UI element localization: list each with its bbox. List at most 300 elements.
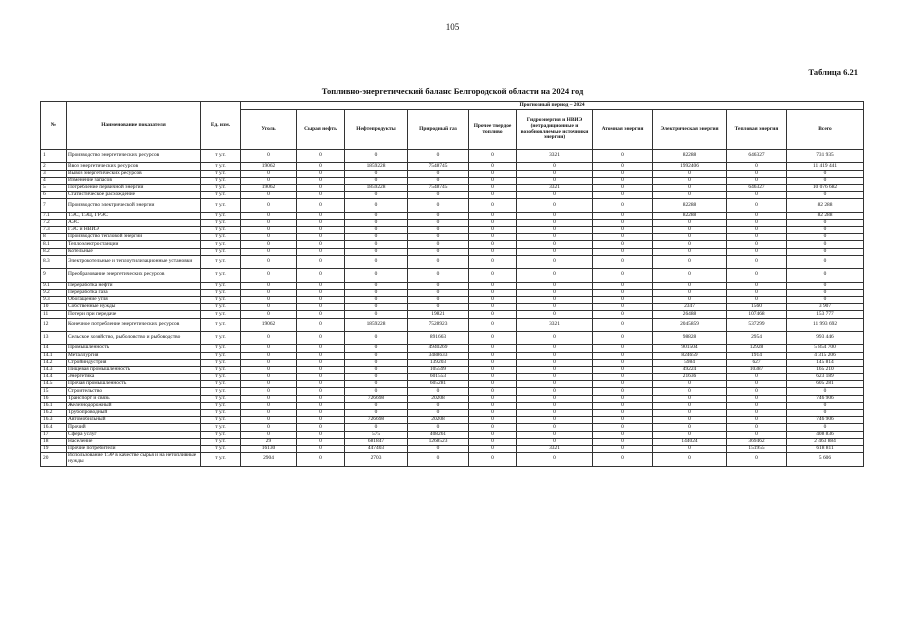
row-value: 0 [469,150,517,163]
row-value: 0 [653,402,727,409]
row-value: 0 [345,345,408,352]
row-name: ТЭС, ТЭЦ, ГРЭС [67,212,201,219]
row-value: 0 [241,352,297,359]
row-name: Прочая промышленность [67,381,201,388]
row-value: 0 [345,352,408,359]
row-value: 575 [345,431,408,438]
row-number: 14.2 [41,359,67,366]
row-unit: т у.т. [201,366,241,373]
row-value: 0 [345,311,408,318]
row-number: 9.1 [41,282,67,289]
row-value: 0 [517,219,593,226]
row-value: 139203 [408,359,469,366]
table-row [41,366,864,373]
row-value: 0 [297,431,345,438]
row-value: 0 [408,269,469,282]
row-value: 144024 [653,438,727,445]
row-value: 0 [517,402,593,409]
row-unit: т у.т. [201,388,241,395]
row-value: 0 [517,417,593,424]
row-value: 0 [345,234,408,241]
row-value: 7548745 [408,163,469,170]
row-value: 0 [469,192,517,199]
row-value: 0 [787,402,864,409]
row-name: Трубопроводный [67,410,201,417]
row-value: 369462 [727,438,787,445]
row-value: 0 [469,438,517,445]
row-value: 408 836 [787,431,864,438]
row-value: 0 [345,331,408,344]
row-value: 0 [345,192,408,199]
row-value: 0 [517,170,593,177]
row-value: 0 [727,424,787,431]
row-unit: т у.т. [201,374,241,381]
row-value: 0 [727,269,787,282]
row-value: 0 [241,395,297,402]
row-value: 0 [345,304,408,311]
row-number: 2 [41,163,67,170]
row-value: 0 [469,445,517,452]
row-value: 98828 [653,331,727,344]
row-value: 0 [517,241,593,248]
row-number: 14.1 [41,352,67,359]
row-value: 0 [727,212,787,219]
row-value: 0 [241,255,297,268]
header-col-total: Всего [787,110,864,150]
row-value: 0 [727,374,787,381]
row-value: 0 [469,219,517,226]
row-value: 0 [345,359,408,366]
row-name: Сельское хозяйство, рыболовство и рыбоводство [67,331,201,344]
header-col-crude-oil: Сырая нефть [297,110,345,150]
row-value: 0 [297,184,345,191]
row-value: 0 [517,331,593,344]
row-number: 10 [41,304,67,311]
row-value: 0 [241,170,297,177]
row-value: 0 [469,388,517,395]
row-value: 0 [241,227,297,234]
row-value: 0 [241,212,297,219]
row-value: 0 [517,388,593,395]
table-row [41,453,864,466]
row-value: 1859228 [345,318,408,331]
row-value: 0 [727,170,787,177]
row-value: 731 935 [787,150,864,163]
row-value: 0 [517,424,593,431]
row-value: 0 [517,269,593,282]
row-value: 0 [517,352,593,359]
table-row [41,359,864,366]
row-value: 0 [408,453,469,466]
row-value: 0 [297,227,345,234]
row-value: 0 [593,177,653,184]
row-number: 8.3 [41,255,67,268]
row-value: 0 [653,219,727,226]
row-value: 0 [517,395,593,402]
row-value: 0 [727,289,787,296]
row-name: Стройиндустрия [67,359,201,366]
row-value: 0 [517,248,593,255]
row-name: Ввоз энергетических ресурсов [67,163,201,170]
row-value: 0 [593,212,653,219]
row-value: 0 [727,199,787,212]
row-value: 0 [297,212,345,219]
row-value: 82288 [653,212,727,219]
row-name: Население [67,438,201,445]
row-value: 0 [593,366,653,373]
row-value: 0 [297,381,345,388]
row-value: 0 [653,241,727,248]
row-number: 7 [41,199,67,212]
row-unit: т у.т. [201,318,241,331]
row-value: 0 [727,255,787,268]
row-value: 0 [517,311,593,318]
row-number: 9.3 [41,297,67,304]
header-col-oil-products: Нефтепродукты [345,110,408,150]
row-value: 0 [593,255,653,268]
row-value: 0 [297,374,345,381]
row-value: 726698 [345,417,408,424]
row-value: 0 [297,311,345,318]
row-unit: т у.т. [201,438,241,445]
table-row [41,255,864,268]
row-value: 0 [241,248,297,255]
row-value: 0 [345,366,408,373]
row-value: 0 [469,410,517,417]
row-value: 0 [593,248,653,255]
row-unit: т у.т. [201,199,241,212]
row-value: 82 288 [787,199,864,212]
row-number: 4 [41,177,67,184]
table-row [41,184,864,191]
row-value: 0 [727,282,787,289]
row-value: 82 288 [787,212,864,219]
row-value: 10 076 682 [787,184,864,191]
row-value: 4940269 [408,345,469,352]
table-row [41,297,864,304]
row-name: Промышленность [67,345,201,352]
row-value: 0 [469,199,517,212]
row-value: 0 [517,366,593,373]
row-value: 0 [593,453,653,466]
table-row [41,424,864,431]
row-value: 0 [408,219,469,226]
row-value: 0 [727,248,787,255]
row-value: 0 [241,282,297,289]
row-name: ГЭС и НВИЭ [67,227,201,234]
table-row [41,402,864,409]
row-unit: т у.т. [201,289,241,296]
row-name: Прочие потребители [67,445,201,452]
row-value: 0 [408,255,469,268]
table-row [41,431,864,438]
table-row [41,331,864,344]
row-value: 0 [593,170,653,177]
row-value: 1914 [727,352,787,359]
row-unit: т у.т. [201,381,241,388]
row-value: 0 [653,395,727,402]
row-value: 601553 [408,374,469,381]
row-unit: т у.т. [201,163,241,170]
row-value: 2 463 884 [787,438,864,445]
table-row [41,241,864,248]
row-value: 0 [469,234,517,241]
row-value: 0 [787,282,864,289]
row-value: 0 [469,304,517,311]
row-value: 0 [517,289,593,296]
row-value: 0 [297,402,345,409]
row-value: 0 [241,219,297,226]
table-row [41,352,864,359]
row-value: 0 [469,163,517,170]
row-value: 5 854 700 [787,345,864,352]
row-value: 1268523 [408,438,469,445]
row-value: 0 [787,424,864,431]
row-value: 0 [297,424,345,431]
row-unit: т у.т. [201,417,241,424]
row-name: Преобразование энергетических ресурсов [67,269,201,282]
row-value: 0 [593,227,653,234]
row-value: 49224 [653,366,727,373]
row-name: Электрокотельные и теплоутилизационные установки [67,255,201,268]
row-value: 3321 [517,318,593,331]
row-value: 0 [345,241,408,248]
row-value: 0 [408,402,469,409]
row-name: Автомобильный [67,417,201,424]
row-value: 0 [469,381,517,388]
header-col-other-solid-fuel: Прочее твердое топливо [469,110,517,150]
row-value: 0 [653,184,727,191]
row-value: 0 [787,269,864,282]
table-row [41,304,864,311]
row-value: 0 [727,431,787,438]
row-value: 0 [653,170,727,177]
row-value: 993 446 [787,331,864,344]
row-value: 0 [593,395,653,402]
row-unit: т у.т. [201,269,241,282]
row-value: 0 [241,388,297,395]
row-value: 0 [469,366,517,373]
row-value: 0 [345,199,408,212]
row-value: 0 [517,199,593,212]
row-number: 5 [41,184,67,191]
row-value: 0 [517,345,593,352]
row-value: 0 [469,431,517,438]
row-value: 19062 [241,163,297,170]
row-number: 17 [41,431,67,438]
row-value: 0 [241,345,297,352]
row-value: 0 [517,212,593,219]
row-value: 0 [469,241,517,248]
row-value: 0 [787,241,864,248]
row-value: 0 [653,445,727,452]
row-value: 0 [241,199,297,212]
row-value: 0 [727,177,787,184]
row-name: Переработка нефти [67,282,201,289]
row-value: 107468 [727,311,787,318]
row-value: 0 [297,438,345,445]
row-name: Металлургия [67,352,201,359]
row-name: Теплоэлектростанции [67,241,201,248]
row-value: 0 [297,170,345,177]
row-number: 7.2 [41,219,67,226]
row-unit: т у.т. [201,241,241,248]
row-value: 0 [469,177,517,184]
row-value: 0 [297,150,345,163]
row-value: 618 811 [787,445,864,452]
row-value: 16130 [241,445,297,452]
row-value: 0 [345,150,408,163]
row-value: 0 [593,311,653,318]
header-num: № [41,102,67,150]
row-value: 0 [297,219,345,226]
table-row [41,177,864,184]
row-value: 0 [469,402,517,409]
row-name: Сфера услуг [67,431,201,438]
row-name: Пищевая промышленность [67,366,201,373]
row-value: 0 [241,359,297,366]
row-value: 0 [345,255,408,268]
row-value: 0 [241,402,297,409]
row-value: 0 [469,184,517,191]
row-unit: т у.т. [201,345,241,352]
row-value: 0 [241,374,297,381]
row-value: 0 [517,431,593,438]
table-row [41,219,864,226]
row-value: 0 [469,311,517,318]
row-value: 151955 [727,445,787,452]
row-value: 0 [517,192,593,199]
row-value: 0 [241,192,297,199]
row-value: 20208 [408,417,469,424]
row-value: 1859228 [345,163,408,170]
row-value: 0 [408,282,469,289]
row-value: 0 [593,345,653,352]
row-value: 0 [469,331,517,344]
row-number: 3 [41,170,67,177]
row-value: 0 [469,395,517,402]
row-value: 0 [653,255,727,268]
row-value: 19821 [408,311,469,318]
row-value: 0 [241,431,297,438]
row-value: 2347 [653,304,727,311]
row-value: 0 [345,227,408,234]
row-value: 0 [517,297,593,304]
row-value: 10387 [727,366,787,373]
row-value: 1859228 [345,184,408,191]
row-value: 0 [593,163,653,170]
row-value: 0 [469,289,517,296]
table-row [41,248,864,255]
row-value: 0 [241,304,297,311]
row-value: 0 [408,445,469,452]
row-value: 746 906 [787,417,864,424]
row-value: 0 [517,163,593,170]
table-row [41,212,864,219]
row-value: 0 [727,388,787,395]
row-number: 14.4 [41,374,67,381]
row-unit: т у.т. [201,234,241,241]
row-unit: т у.т. [201,431,241,438]
row-value: 0 [241,150,297,163]
row-name: Статистическое расхождение [67,192,201,199]
row-value: 0 [408,241,469,248]
row-value: 165 210 [787,366,864,373]
row-number: 13 [41,331,67,344]
table-row [41,163,864,170]
row-number: 14.3 [41,366,67,373]
row-value: 0 [727,410,787,417]
header-name: Наименование показателя [67,102,201,150]
row-value: 0 [653,388,727,395]
row-unit: т у.т. [201,282,241,289]
row-value: 0 [408,177,469,184]
row-name: Прочий [67,424,201,431]
row-value: 408261 [408,431,469,438]
row-value: 0 [517,410,593,417]
header-col-heat: Тепловая энергия [727,110,787,150]
row-value: 0 [653,410,727,417]
row-number: 18 [41,438,67,445]
row-value: 0 [727,453,787,466]
row-value: 0 [653,453,727,466]
row-number: 16.2 [41,410,67,417]
row-number: 19 [41,445,67,452]
row-value: 0 [593,150,653,163]
row-value: 0 [297,282,345,289]
row-value: 2703 [345,453,408,466]
row-number: 14.5 [41,381,67,388]
row-value: 0 [727,163,787,170]
table-row [41,199,864,212]
row-value: 4 315 206 [787,352,864,359]
row-value: 0 [345,297,408,304]
row-value: 0 [469,282,517,289]
row-value: 0 [653,269,727,282]
row-value: 0 [241,297,297,304]
row-value: 0 [653,424,727,431]
header-unit: Ед. изм. [201,102,241,150]
row-value: 0 [469,269,517,282]
row-value: 0 [345,410,408,417]
row-unit: т у.т. [201,331,241,344]
row-unit: т у.т. [201,445,241,452]
row-name: Потребление первичной энергии [67,184,201,191]
row-value: 0 [517,282,593,289]
row-value: 0 [241,381,297,388]
row-value: 0 [653,289,727,296]
row-value: 627 [727,359,787,366]
row-value: 0 [593,219,653,226]
row-value: 623 189 [787,374,864,381]
row-value: 824659 [653,352,727,359]
row-number: 7.3 [41,227,67,234]
row-value: 0 [345,219,408,226]
table-row [41,345,864,352]
row-number: 1 [41,150,67,163]
row-number: 20 [41,453,67,466]
row-value: 0 [727,234,787,241]
row-value: 0 [517,453,593,466]
row-unit: т у.т. [201,352,241,359]
table-row [41,417,864,424]
row-unit: т у.т. [201,359,241,366]
row-number: 8.1 [41,241,67,248]
row-value: 0 [408,248,469,255]
row-value: 3321 [517,445,593,452]
row-value: 0 [297,297,345,304]
row-unit: т у.т. [201,424,241,431]
